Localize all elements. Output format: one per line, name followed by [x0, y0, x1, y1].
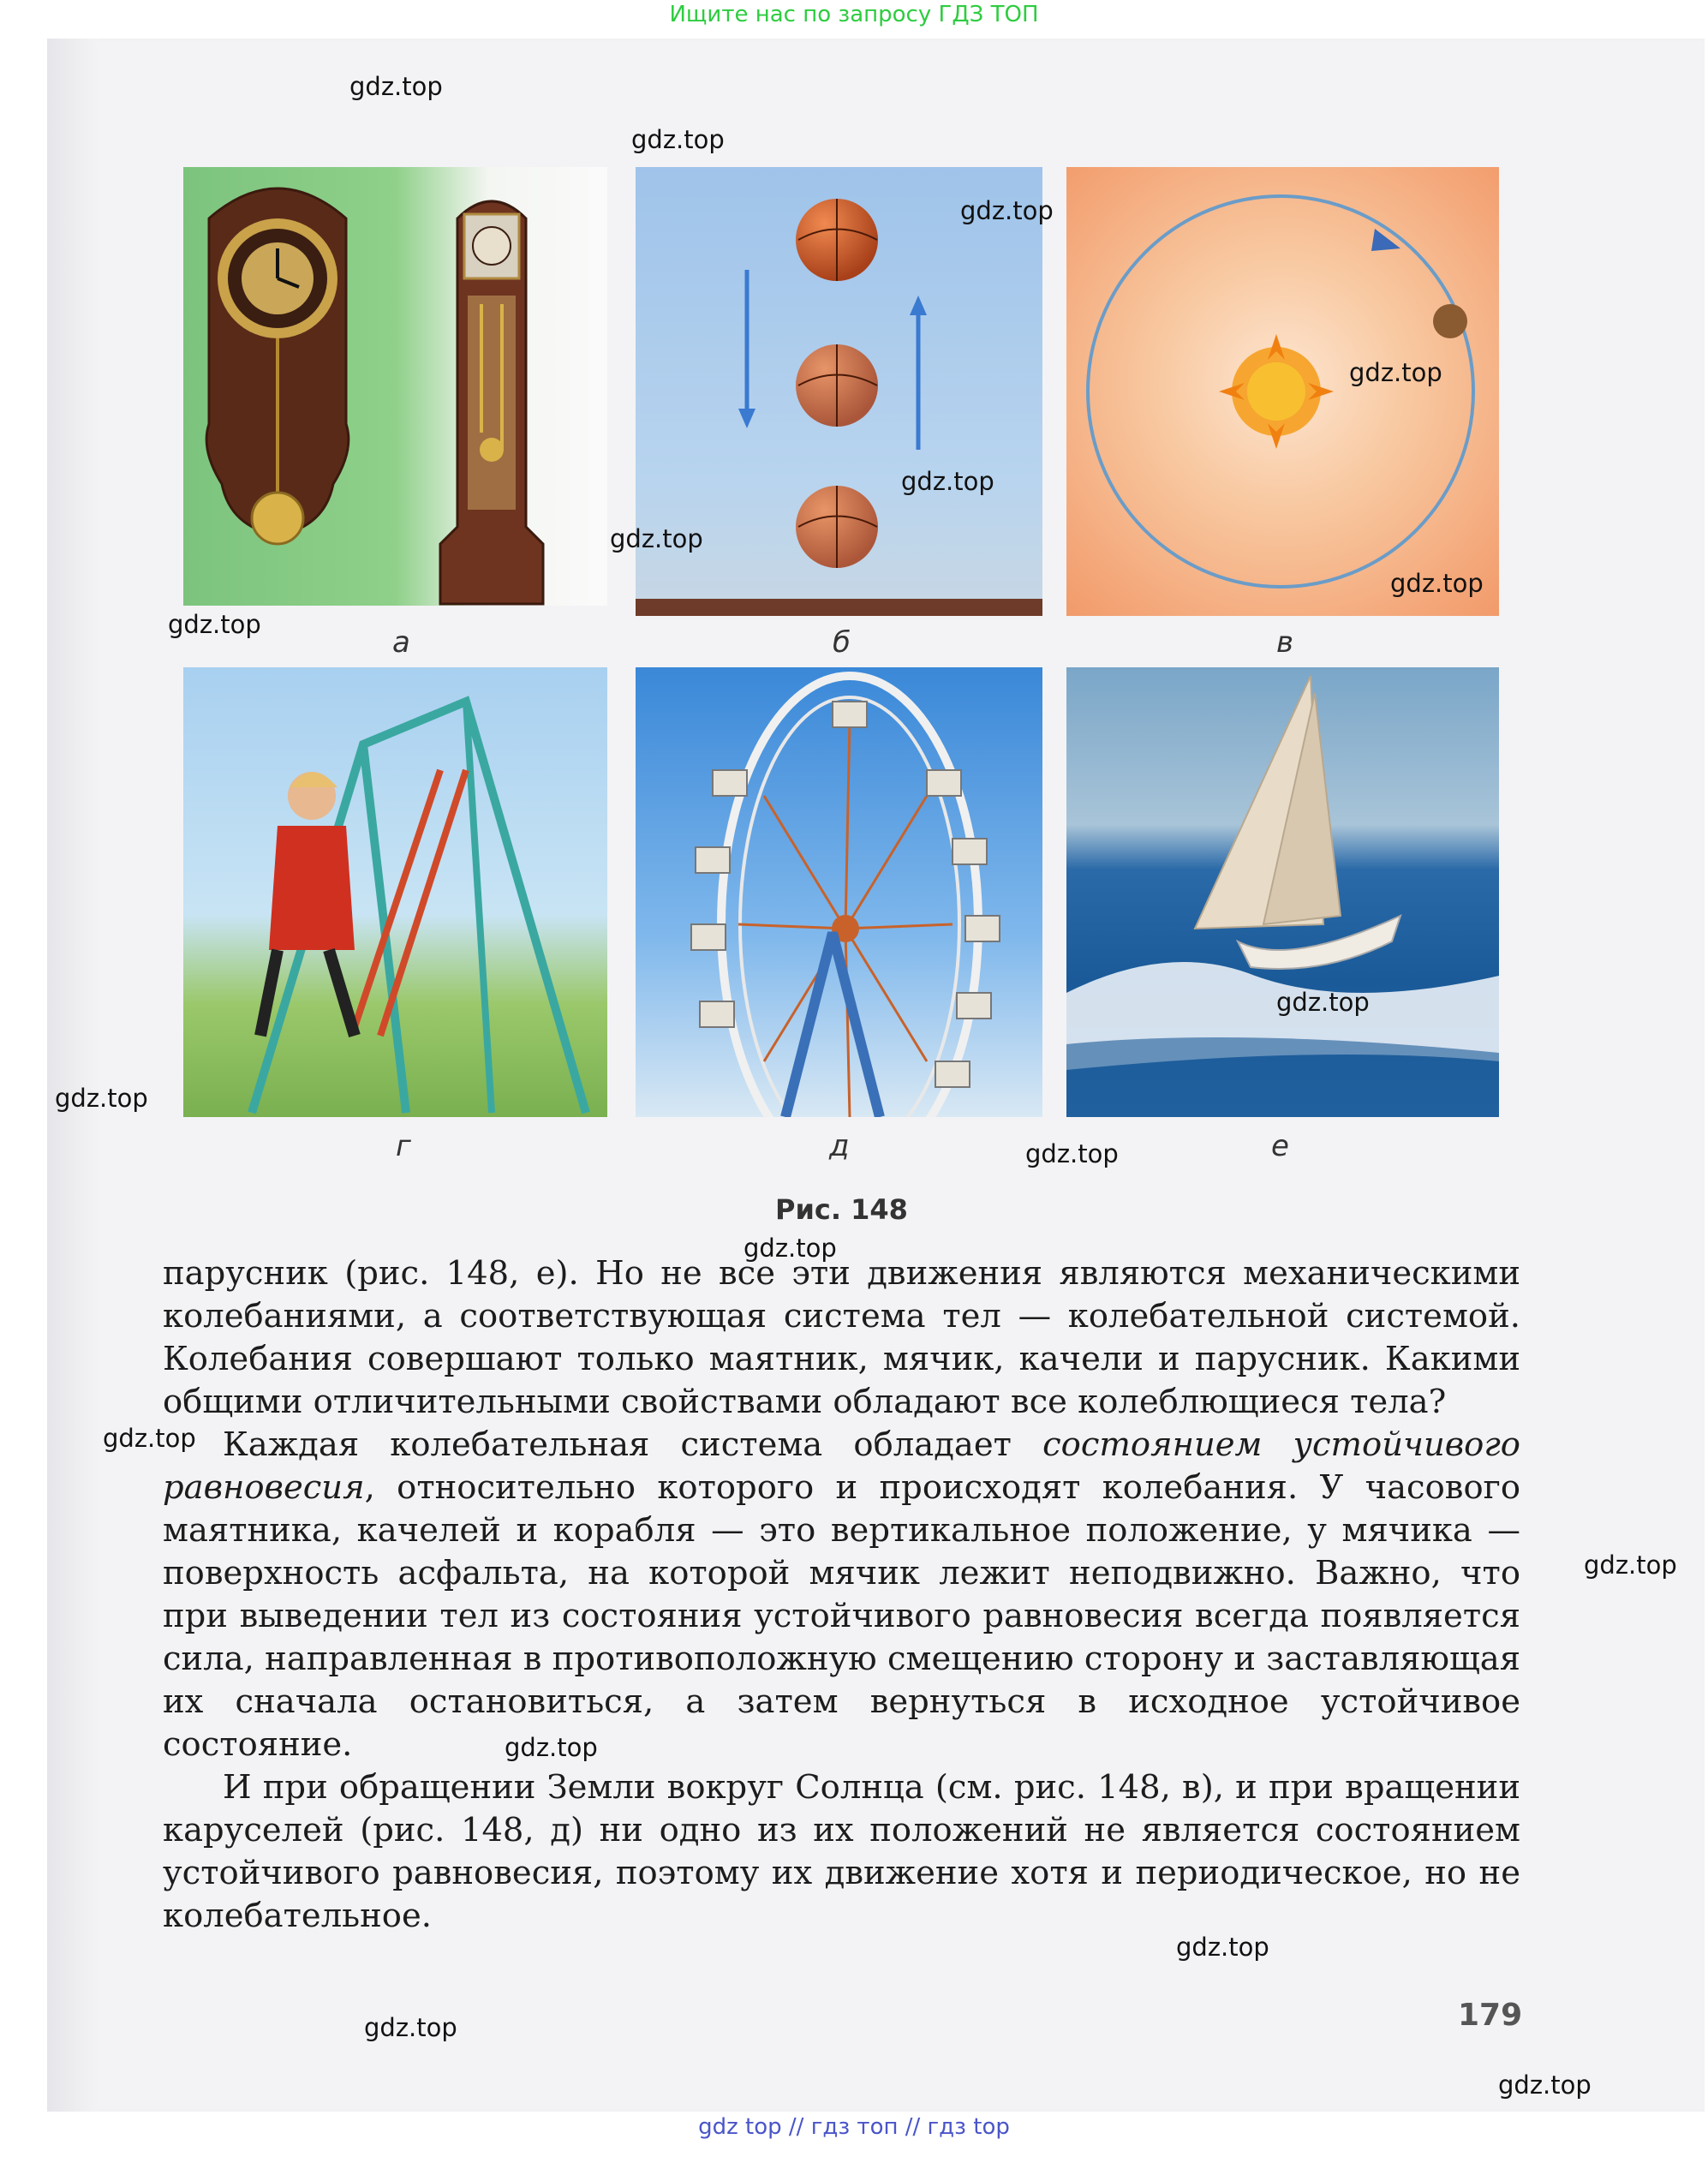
panel-label-a: а — [392, 625, 410, 660]
panel-label-v: в — [1276, 625, 1294, 660]
page-number: 179 — [1458, 1998, 1523, 2033]
figure-panel-g-swing — [183, 667, 607, 1117]
swing-illustration — [183, 667, 607, 1117]
watermark: gdz.top — [103, 1424, 196, 1453]
watermark: gdz.top — [1276, 988, 1370, 1017]
watermark: gdz.top — [364, 2013, 457, 2042]
watermark: gdz.top — [55, 1084, 148, 1113]
top-banner[interactable]: Ищите нас по запросу ГДЗ ТОП — [669, 2, 1039, 27]
body-text — [163, 1252, 1520, 1938]
watermark: gdz.top — [744, 1234, 837, 1263]
watermark: gdz.top — [1176, 1933, 1269, 1962]
watermark: gdz.top — [1349, 358, 1442, 387]
orbit-illustration — [1066, 167, 1499, 616]
figure-panel-d-ferris-wheel — [636, 667, 1042, 1117]
watermark: gdz.top — [610, 524, 703, 553]
sailboat-illustration — [1066, 667, 1499, 1117]
paragraph-2: Каждая колебательная система обладает состоянием устойчивого равновесия, относительно которого и происходят колебания. У часового маятника, качелей и корабля — это вертикальное положение, у мячика — поверхность асфальта, на которой мячик лежит неподвижно. Важно, что при выведении тел из состояния устойчивого равновесия всегда появляется сила, направленная в противоположную смещению сторону и заставляющая их сначала остановиться, а затем вернуться в исходное устойчивое состояние. — [163, 1425, 1520, 1764]
clocks-illustration — [183, 167, 607, 606]
figure-caption: Рис. 148 — [775, 1193, 908, 1226]
panel-label-e: е — [1271, 1129, 1289, 1163]
watermark: gdz.top — [349, 72, 443, 101]
watermark: gdz.top — [1025, 1139, 1119, 1168]
paragraph-1: парусник (рис. 148, е). Но не все эти движения являются механическими колебаниями, а соответствующая система тел — колебательной системой. Колебания совершают только маятник, мячик, качели и парусник. Какими общими отличительными свойствами обладают все колеблющиеся тела? — [163, 1254, 1520, 1421]
sun-icon — [1219, 334, 1334, 449]
watermark: gdz.top — [168, 610, 261, 639]
watermark: gdz.top — [1584, 1551, 1677, 1580]
panel-label-g: г — [396, 1129, 411, 1163]
figure-panel-v-orbit — [1066, 167, 1499, 616]
term-stable-equilibrium: состоянием устойчивого равновесия — [163, 1425, 1520, 1507]
bottom-banner[interactable]: gdz top // гдз топ // гдз top — [698, 2114, 1010, 2140]
ferris-wheel-illustration — [636, 667, 1042, 1117]
figure-panel-e-sailboat — [1066, 667, 1499, 1117]
watermark: gdz.top — [505, 1733, 598, 1762]
page-gutter — [47, 39, 99, 2112]
figure-panel-a-clocks — [183, 167, 607, 606]
panel-label-b: б — [833, 625, 851, 660]
watermark: gdz.top — [631, 125, 725, 154]
watermark: gdz.top — [960, 196, 1054, 225]
watermark: gdz.top — [1498, 2070, 1592, 2100]
watermark: gdz.top — [901, 467, 994, 496]
paragraph-3: И при обращении Земли вокруг Солнца (см. рис. 148, в), и при вращении каруселей (рис. 148, д) ни одно из их положений не является состоянием устойчивого равновесия, поэтому их движение хотя и периодическое, но не колебательное. — [163, 1768, 1520, 1935]
panel-label-d: д — [829, 1129, 850, 1163]
watermark: gdz.top — [1390, 569, 1484, 598]
